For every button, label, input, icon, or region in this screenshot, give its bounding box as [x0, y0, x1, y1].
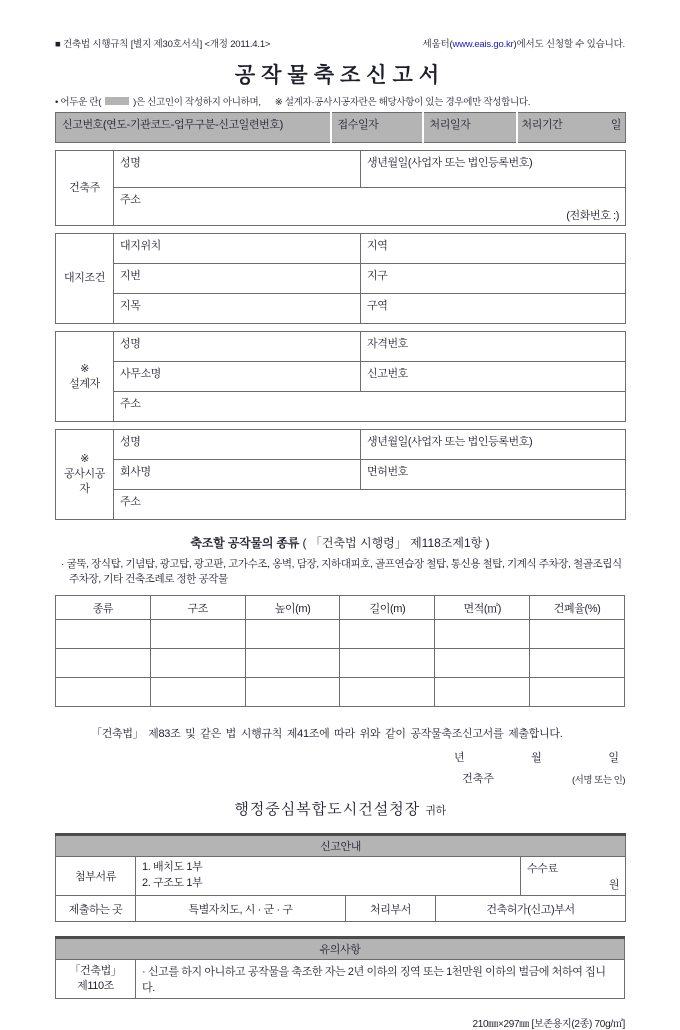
empty-cell: [435, 649, 530, 678]
fee-cell: [521, 857, 626, 896]
month-label: 월: [531, 752, 542, 765]
owner-birth-field: 생년월일(사업자 또는 법인등록번호): [361, 151, 626, 188]
col-area: 면적(㎡): [435, 596, 530, 620]
empty-cell: [245, 620, 340, 649]
structures-table: [55, 595, 625, 707]
owner-address-label: 주소: [120, 194, 141, 206]
constructor-label-text: 공사시공자: [64, 468, 105, 495]
dept-label: 처리부서: [346, 896, 436, 922]
empty-cell: [340, 678, 435, 707]
designer-license-field: 자격번호: [361, 332, 626, 362]
guide-table: [55, 833, 626, 922]
caution-table: [55, 936, 625, 999]
attachments-label: 첨부서류: [56, 857, 136, 896]
col-type: 종류: [56, 596, 151, 620]
report-number-cell: 신고번호(연도-기관코드-업무구분-신고일련번호): [56, 113, 331, 143]
shaded-cell-sample: [105, 97, 129, 105]
eais-note: [423, 36, 625, 50]
site-section-table: [55, 233, 626, 324]
site-section-label: 대지조건: [56, 234, 114, 324]
note-part1: • 어두운 란(: [55, 97, 102, 108]
structures-empty-row: [56, 620, 625, 649]
declaration-statement: 「건축법」 제83조 및 같은 법 시행규칙 제41조에 따라 위와 같이 공작물축조신고서를 제출합니다.: [91, 728, 563, 741]
form-title: 공작물축조신고서: [234, 64, 446, 87]
structures-title-main: 축조할 공작물의 종류: [190, 536, 300, 550]
phone-open: (전화번호 :: [566, 210, 616, 222]
designer-mark: ※: [80, 362, 89, 375]
empty-cell: [56, 649, 151, 678]
fee-unit-label: 원: [608, 879, 620, 892]
designer-label-text: 설계자: [69, 377, 100, 390]
site-location-field: 대지위치: [114, 234, 361, 264]
col-coverage: 건폐율(%): [530, 596, 625, 620]
designer-section-table: [55, 331, 626, 422]
constructor-name-field: 성명: [114, 430, 361, 460]
site-landcat-field: 지목: [114, 294, 361, 324]
submit-place-value: 특별자치도, 시 · 군 · 구: [136, 896, 346, 922]
process-period-label: 처리기간: [521, 119, 563, 131]
col-length: 길이(m): [340, 596, 435, 620]
caution-law-name: 「건축법」: [69, 965, 122, 978]
constructor-mark: ※: [80, 453, 89, 466]
structures-title: [55, 534, 625, 551]
site-district-field: 지구: [361, 264, 626, 294]
period-unit-label: 일: [610, 119, 621, 131]
designer-address-field: 주소: [114, 392, 626, 422]
constructor-birth-field: 생년월일(사업자 또는 법인등록번호): [361, 430, 626, 460]
owner-name-field: 성명: [114, 151, 361, 188]
guide-band-title: 신고안내: [56, 835, 626, 857]
constructor-address-field: 주소: [114, 490, 626, 520]
note-part3: ※ 설계자·공사시공자란은 해당사항이 있는 경우에만 작성합니다.: [274, 97, 531, 108]
process-date-cell: 처리일자: [423, 113, 517, 143]
structures-list: · 굴뚝, 장식탑, 기념탑, 광고탑, 광고판, 고가수조, 옹벽, 담장, 지하대피호, 골프연습장 철탑, 통신용 철탑, 기계식 주차장, 철골조립식 주차장, 기타 건축조례로 정한 공작물: [61, 558, 622, 586]
structures-title-ref: ( 「건축법 시행령」 제118조제1항 ): [302, 536, 490, 550]
constructor-permit-field: 면허번호: [361, 460, 626, 490]
phone-close: ): [615, 210, 619, 222]
empty-cell: [435, 620, 530, 649]
eais-url: www.eais.go.kr: [452, 39, 514, 50]
empty-cell: [150, 649, 245, 678]
eais-suffix: )에서도 신청할 수 있습니다.: [513, 39, 625, 50]
owner-address-field: [114, 188, 626, 226]
attachments-content: [136, 857, 521, 896]
process-period-cell: [517, 113, 626, 143]
report-number-header-table: [55, 112, 626, 143]
note-part2: )은 신고인이 작성하지 아니하며,: [133, 97, 261, 108]
site-zone-field: 지역: [361, 234, 626, 264]
structures-header-row: [56, 596, 625, 620]
empty-cell: [435, 678, 530, 707]
year-label: 년: [454, 752, 465, 765]
signer-label: 건축주: [462, 773, 494, 786]
owner-section-label: 건축주: [56, 151, 114, 226]
attachment-item-1: 1. 배치도 1부: [142, 861, 203, 874]
sign-or-seal-note: (서명 또는 인): [572, 775, 625, 787]
constructor-section-label: [56, 430, 114, 520]
structures-empty-row: [56, 678, 625, 707]
receipt-date-cell: 접수일자: [331, 113, 423, 143]
addressee-line: [55, 798, 625, 819]
caution-law-label: [56, 960, 136, 999]
constructor-section-table: [55, 429, 626, 520]
empty-cell: [530, 620, 625, 649]
empty-cell: [56, 678, 151, 707]
empty-cell: [340, 649, 435, 678]
caution-content: · 신고를 하지 아니하고 공작물을 축조한 자는 2년 이하의 징역 또는 1천만원 이하의 벌금에 처하여 집니다.: [136, 960, 625, 999]
empty-cell: [150, 620, 245, 649]
empty-cell: [150, 678, 245, 707]
col-height: 높이(m): [245, 596, 340, 620]
designer-office-field: 사무소명: [114, 362, 361, 392]
structures-empty-row: [56, 649, 625, 678]
empty-cell: [340, 620, 435, 649]
fee-label: 수수료: [527, 863, 558, 876]
empty-cell: [245, 678, 340, 707]
designer-section-label: [56, 332, 114, 422]
paper-spec-footer: 210㎜×297㎜ [보존용지(2종) 70g/㎡]: [472, 1019, 625, 1030]
constructor-company-field: 회사명: [114, 460, 361, 490]
eais-prefix: 세움터(: [422, 39, 453, 50]
designer-name-field: 성명: [114, 332, 361, 362]
owner-section-table: [55, 150, 626, 226]
designer-reportno-field: 신고번호: [361, 362, 626, 392]
fill-instruction: [55, 94, 625, 108]
empty-cell: [530, 649, 625, 678]
addressee-suffix: 귀하: [425, 805, 446, 818]
submit-place-label: 제출하는 곳: [56, 896, 136, 922]
owner-phone-field: [120, 207, 619, 223]
day-label: 일: [608, 752, 619, 765]
empty-cell: [530, 678, 625, 707]
caution-band-title: 유의사항: [56, 938, 625, 960]
site-area-field: 구역: [361, 294, 626, 324]
addressee-title: 행정중심복합도시건설청장: [234, 801, 421, 819]
empty-cell: [245, 649, 340, 678]
regulation-note: ■ 건축법 시행규칙 [별지 제30호서식] <개정 2011.4.1>: [55, 39, 271, 50]
attachment-item-2: 2. 구조도 1부: [142, 877, 203, 890]
site-lot-field: 지번: [114, 264, 361, 294]
date-line: [454, 749, 619, 765]
caution-law-article: 제110조: [77, 980, 114, 993]
dept-value: 건축허가(신고)부서: [436, 896, 626, 922]
signature-line: [55, 770, 625, 786]
top-meta-line: [55, 36, 625, 50]
empty-cell: [56, 620, 151, 649]
col-structure: 구조: [150, 596, 245, 620]
